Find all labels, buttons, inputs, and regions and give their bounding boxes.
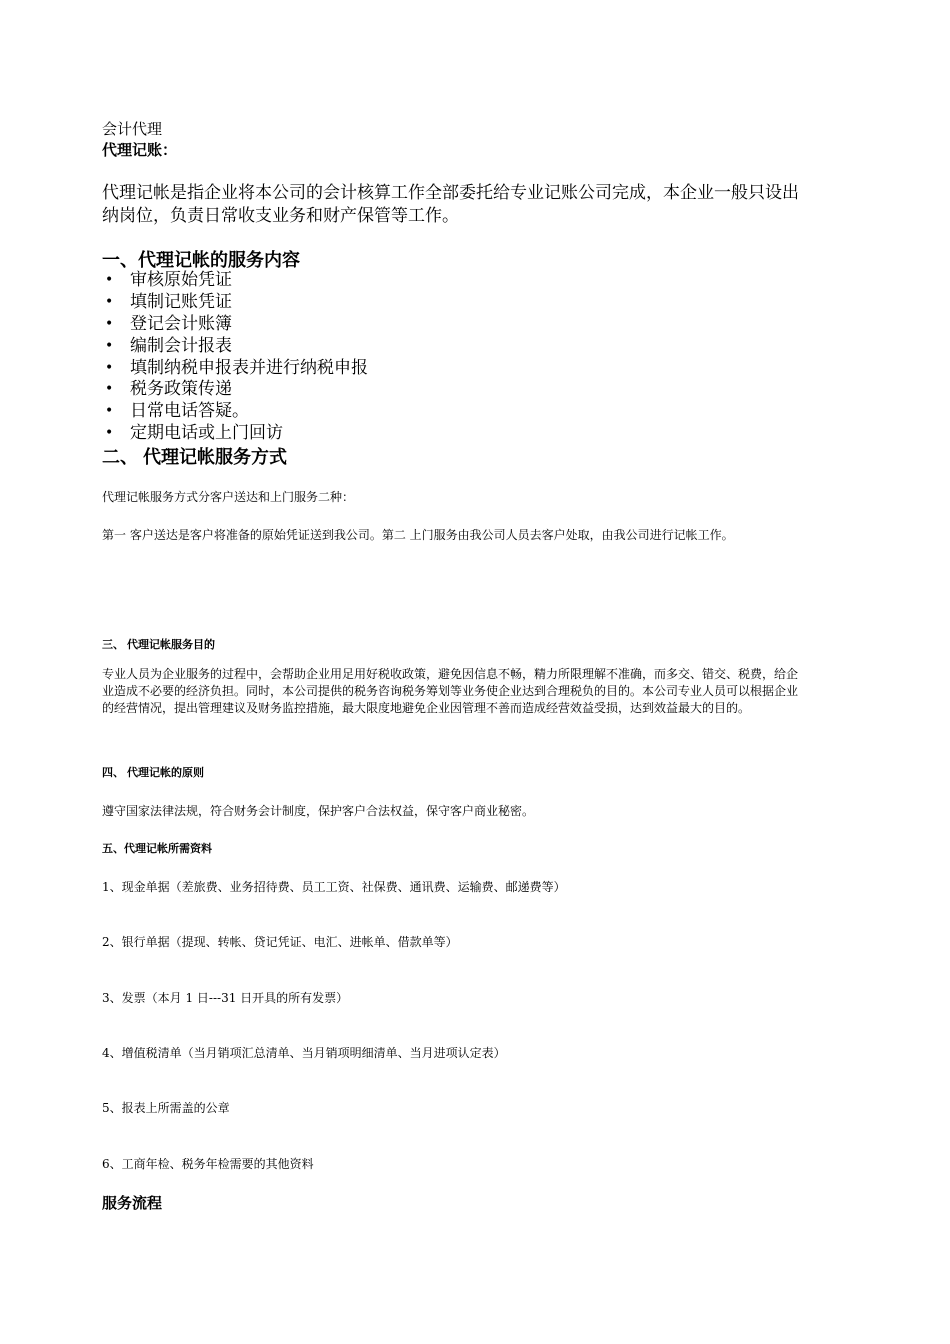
bullet-icon: • bbox=[105, 315, 114, 332]
materials-item: 3、发票（本月 1 日---31 日开具的所有发票） bbox=[102, 991, 349, 1005]
section-5-heading: 五、代理记帐所需资料 bbox=[102, 843, 212, 855]
section-4-heading: 四、 代理记帐的原则 bbox=[102, 767, 205, 779]
document-subtitle: 代理记账： bbox=[102, 142, 178, 159]
service-flow-heading: 服务流程 bbox=[102, 1195, 163, 1212]
list-item: • 税务政策传递 bbox=[105, 379, 232, 400]
section-4-paragraph: 遵守国家法律法规，符合财务会计制度，保护客户合法权益，保守客户商业秘密。 bbox=[102, 804, 535, 818]
list-item: • 日常电话答疑。 bbox=[105, 401, 249, 422]
section-2-paragraph-1: 代理记帐服务方式分客户送达和上门服务二种： bbox=[102, 490, 355, 504]
materials-item: 1、现金单据（差旅费、业务招待费、员工工资、社保费、通讯费、运输费、邮递费等） bbox=[102, 880, 566, 894]
intro-paragraph: 代理记帐是指企业将本公司的会计核算工作全部委托给专业记账公司完成，本企业一般只设出纳岗位，负责日常收支业务和财产保管等工作。 bbox=[102, 183, 799, 226]
service-content-list bbox=[102, 270, 368, 445]
materials-item: 6、工商年检、税务年检需要的其他资料 bbox=[102, 1157, 314, 1171]
bullet-icon: • bbox=[105, 381, 114, 398]
list-item: • 审核原始凭证 bbox=[105, 270, 232, 290]
document-title: 会计代理 bbox=[102, 120, 163, 138]
bullet-icon: • bbox=[105, 337, 114, 354]
section-3-heading: 三、 代理记帐服务目的 bbox=[102, 639, 216, 651]
materials-item: 2、银行单据（提现、转帐、贷记凭证、电汇、进帐单、借款单等） bbox=[102, 935, 458, 949]
materials-item: 5、报表上所需盖的公章 bbox=[102, 1101, 230, 1115]
list-item: • 登记会计账簿 bbox=[105, 313, 232, 334]
section-1-heading: 一、代理记帐的服务内容 bbox=[102, 250, 300, 270]
list-item: • 编制会计报表 bbox=[105, 335, 232, 356]
list-item: • 定期电话或上门回访 bbox=[105, 423, 283, 444]
section-2-heading: 二、 代理记帐服务方式 bbox=[102, 447, 287, 467]
list-item: • 填制纳税申报表并进行纳税申报 bbox=[105, 357, 368, 378]
section-2-paragraph-2: 第一 客户送达是客户将准备的原始凭证送到我公司。第二 上门服务由我公司人员去客户处取，由我公司进行记帐工作。 bbox=[102, 528, 734, 542]
section-3-paragraph: 专业人员为企业服务的过程中，会帮助企业用足用好税收政策，避免因信息不畅，精力所限理解不准确，而多交、错交、税费，给企业造成不必要的经济负担。同时，本公司提供的税务咨询税务筹划等业务使企业达到合理税负的目的。本公司专业人员可以根据企业的经营情况，提出管理建议及财务监控措施，最大限度地避免企业因管理不善而造成经营效益受损，达到效益最大的目的。 bbox=[102, 667, 799, 715]
bullet-icon: • bbox=[105, 425, 114, 442]
materials-item: 4、增值税清单（当月销项汇总清单、当月销项明细清单、当月进项认定表） bbox=[102, 1046, 506, 1060]
list-item: • 填制记账凭证 bbox=[105, 291, 232, 312]
bullet-icon: • bbox=[105, 272, 114, 288]
bullet-icon: • bbox=[105, 293, 114, 310]
bullet-icon: • bbox=[105, 403, 114, 420]
bullet-icon: • bbox=[105, 359, 114, 376]
